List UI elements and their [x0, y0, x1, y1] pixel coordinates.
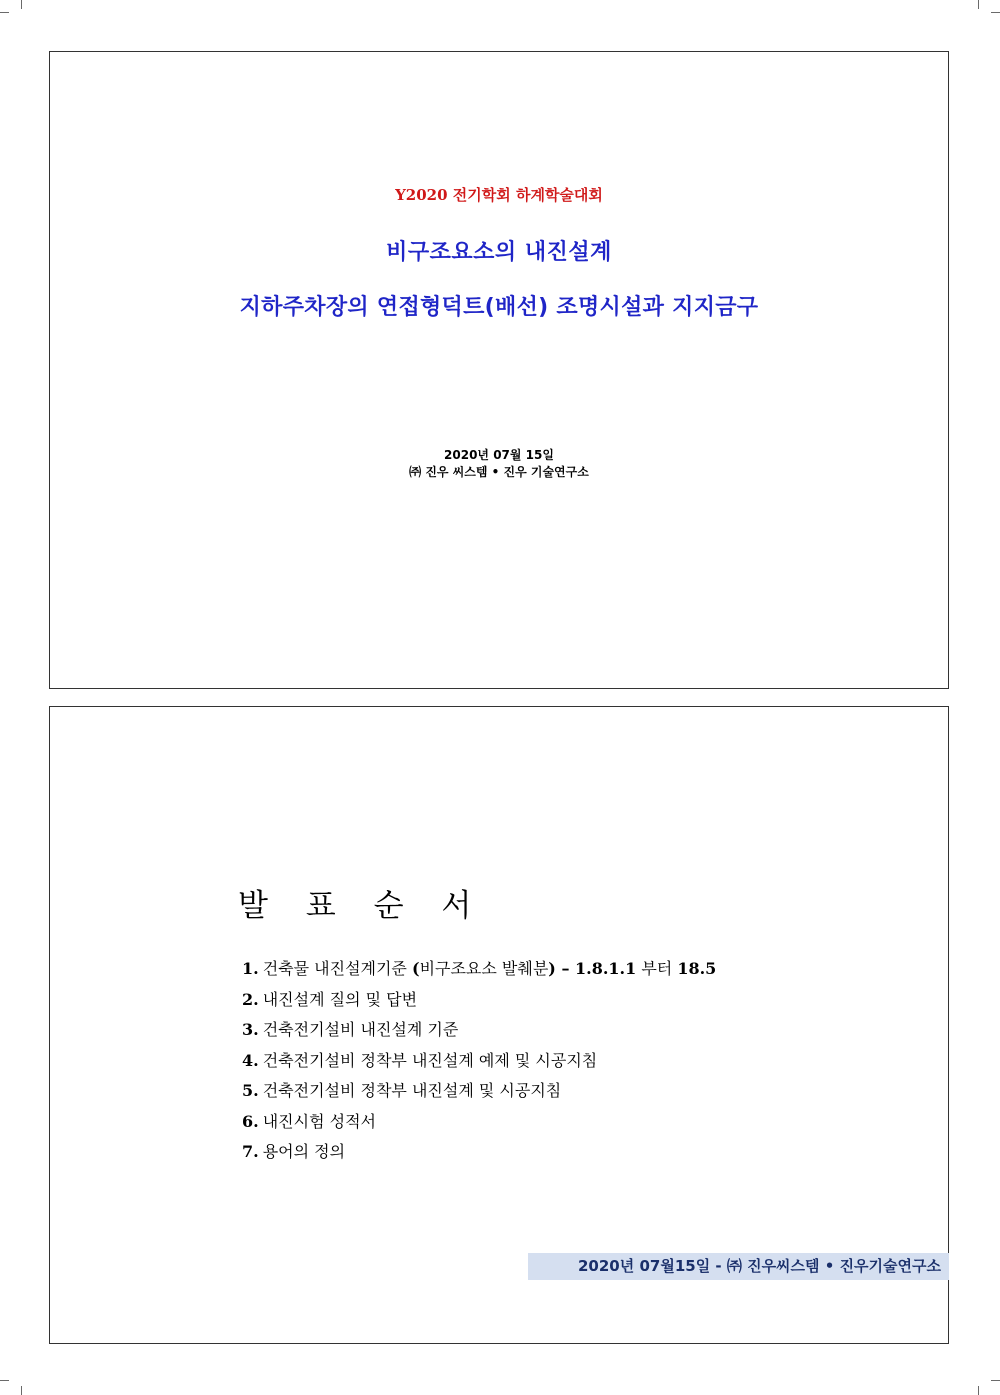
agenda-item-text: 비구조요소 발췌분 — [419, 959, 549, 978]
slide-footer: 2020년 07월15일 - ㈜ 진우씨스템 • 진우기술연구소 — [528, 1253, 949, 1280]
agenda-item — [242, 957, 716, 988]
conference-title — [50, 184, 948, 205]
agenda-item — [242, 1140, 716, 1171]
agenda-item-text: 18.5 — [677, 959, 717, 978]
conference-name: 전기학회 하계학술대회 — [447, 186, 603, 204]
agenda-item-text: 건축전기설비 정착부 내진설계 예제 및 시공지침 — [262, 1050, 598, 1070]
agenda-item-text: 건축물 내진설계기준 — [262, 959, 412, 978]
agenda-item-text: 내진시험 성적서 — [262, 1111, 376, 1131]
agenda-item — [242, 1110, 716, 1141]
agenda-item-text: ) – 1.8.1.1 — [548, 959, 637, 978]
agenda-item-number: 1. — [242, 959, 259, 978]
agenda-item-text: 용어의 정의 — [262, 1142, 346, 1161]
agenda-item — [242, 1049, 716, 1080]
presentation-subtitle: 지하주차장의 연접형덕트(배선) 조명시설과 지지금구 — [239, 295, 759, 320]
agenda-item-number: 7. — [242, 1142, 259, 1161]
agenda-item — [242, 988, 716, 1019]
organization-name: ㈜ 진우 씨스템 • 진우 기술연구소 — [409, 465, 589, 479]
crop-mark — [0, 12, 9, 13]
agenda-item-number: 2. — [242, 989, 259, 1009]
crop-mark — [991, 1380, 1000, 1381]
crop-mark — [21, 1386, 22, 1395]
agenda-item-number: 4. — [242, 1050, 259, 1070]
crop-mark — [991, 12, 1000, 13]
agenda-slide — [49, 706, 949, 1344]
agenda-item-number: 5. — [242, 1081, 259, 1100]
agenda-item-number: 3. — [242, 1020, 259, 1039]
agenda-item-text: 부터 — [636, 959, 678, 978]
crop-mark — [21, 0, 22, 9]
agenda-item-text: 건축전기설비 정착부 내진설계 및 시공지침 — [262, 1081, 562, 1100]
agenda-heading: 발 표 순 서 — [238, 888, 486, 924]
cover-slide — [49, 51, 949, 689]
conference-prefix: Y2020 — [395, 186, 448, 204]
agenda-item-text: 내진설계 질의 및 답변 — [262, 989, 418, 1009]
agenda-item-text: 건축전기설비 내진설계 기준 — [262, 1020, 459, 1039]
presentation-title: 비구조요소의 내진설계 — [386, 240, 612, 265]
agenda-item-number: 6. — [242, 1111, 259, 1131]
crop-mark — [978, 0, 979, 9]
crop-mark — [978, 1386, 979, 1395]
agenda-list — [242, 957, 716, 1171]
agenda-item-text: ( — [411, 959, 420, 978]
presentation-date: 2020년 07월 15일 — [444, 448, 554, 462]
crop-mark — [0, 1380, 9, 1381]
agenda-item — [242, 1079, 716, 1110]
agenda-item — [242, 1018, 716, 1049]
